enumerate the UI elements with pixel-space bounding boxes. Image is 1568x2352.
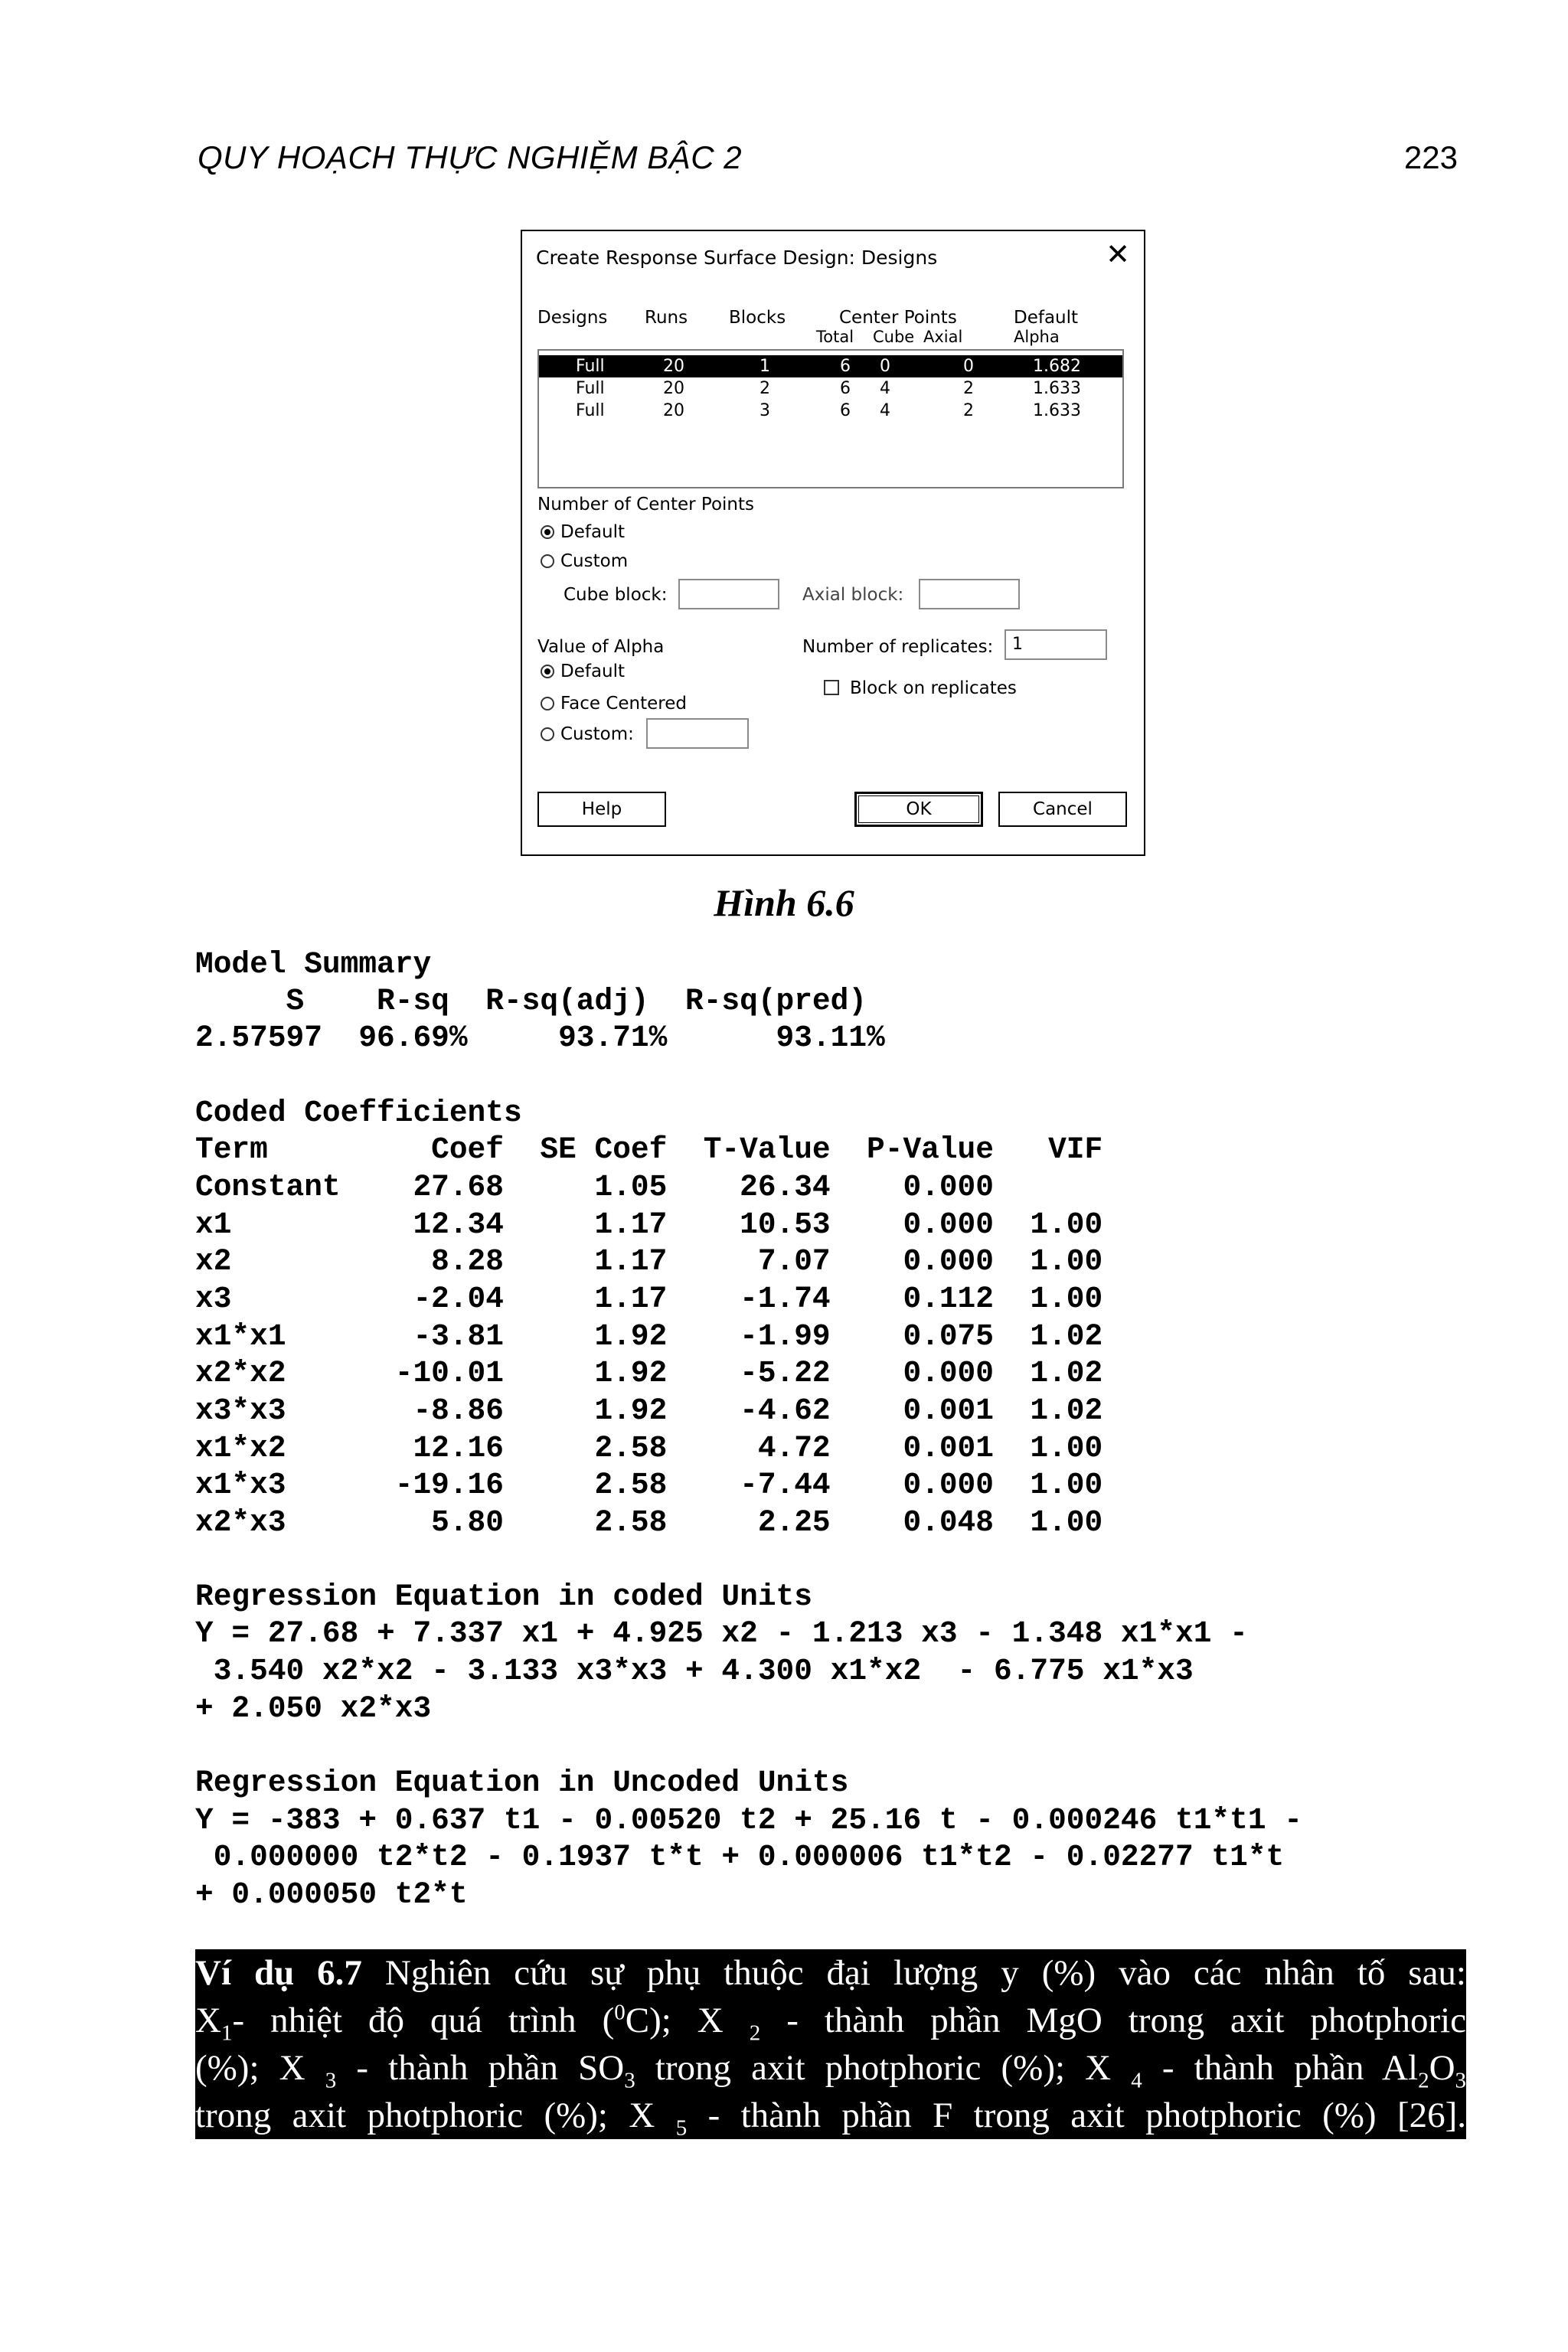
uncoded-equation-heading: Regression Equation in Uncoded Units <box>195 1766 849 1800</box>
coefficients-heading: Coded Coefficients <box>195 1096 522 1130</box>
subscript: 3 <box>325 2068 337 2093</box>
superscript: 0 <box>614 2000 626 2025</box>
subscript: 1 <box>220 2020 233 2046</box>
col-runs: Runs <box>645 308 688 328</box>
axial-cell: 2 <box>963 379 974 398</box>
coefficient-row: x1 12.34 1.17 10.53 0.000 1.00 <box>195 1207 1103 1242</box>
radio-selected-icon <box>541 665 554 678</box>
ok-button[interactable]: OK <box>854 792 983 827</box>
subscript: 2 <box>749 2020 761 2046</box>
page-number: 223 <box>1403 139 1458 175</box>
uncoded-equation-line: Y = -383 + 0.637 t1 - 0.00520 t2 + 25.16 t - 0.000246 t1*t1 - <box>195 1803 1302 1838</box>
block-replicates-label: Block on replicates <box>850 678 1017 698</box>
alpha-custom-label: Custom: <box>560 724 634 744</box>
coefficient-row: Constant 27.68 1.05 26.34 0.000 <box>195 1170 994 1204</box>
design-cell: Full <box>576 401 605 420</box>
runs-cell: 20 <box>663 401 684 420</box>
coefficient-row: x2 8.28 1.17 7.07 0.000 1.00 <box>195 1244 1103 1279</box>
radio-empty-icon <box>541 697 554 710</box>
center-custom-radio[interactable] <box>541 551 628 571</box>
factor-text: trong axit photphoric (%); X <box>195 2096 655 2135</box>
coefficient-row: x2*x2 -10.01 1.92 -5.22 0.000 1.02 <box>195 1356 1103 1390</box>
factor-text: - thành phần F trong axit photphoric (%) [26]. <box>707 2096 1467 2135</box>
alpha-custom-input[interactable] <box>646 718 749 749</box>
coded-equation-heading: Regression Equation in coded Units <box>195 1579 812 1614</box>
design-cell: Full <box>576 357 605 376</box>
alpha-cell: 1.682 <box>1033 357 1081 376</box>
example-paragraph <box>195 1949 1466 2139</box>
coded-equation-line: + 2.050 x2*x3 <box>195 1691 432 1726</box>
axial-block-input[interactable] <box>919 579 1020 609</box>
radio-empty-icon <box>541 554 554 568</box>
cube-block-input[interactable] <box>678 579 779 609</box>
radio-selected-icon <box>541 525 554 539</box>
alpha-cell: 1.633 <box>1033 379 1081 398</box>
factor-text: C); X <box>625 2001 724 2040</box>
factor-text: - thành phần MgO trong axit photphoric <box>786 2001 1467 2040</box>
cube-cell: 4 <box>880 401 890 420</box>
example-text: Nghiên cứu sự phụ thuộc đại lượng y (%) vào các nhân tố sau: <box>384 1953 1466 1993</box>
blocks-cell: 3 <box>760 401 770 420</box>
example-line <box>195 1949 1466 1997</box>
col-blocks: Blocks <box>729 308 786 328</box>
axial-block-label: Axial block: <box>802 585 904 605</box>
block-replicates-checkbox[interactable] <box>824 680 839 695</box>
subscript: 3 <box>624 2068 635 2093</box>
center-default-label: Default <box>560 522 626 542</box>
alpha-custom-radio[interactable] <box>541 724 634 744</box>
cube-cell: 4 <box>880 379 890 398</box>
replicates-label: Number of replicates: <box>802 637 994 657</box>
blocks-cell: 1 <box>760 357 770 376</box>
coefficient-row: x3 -2.04 1.17 -1.74 0.112 1.00 <box>195 1282 1103 1316</box>
design-row[interactable] <box>539 355 1122 377</box>
coded-equation-line: Y = 27.68 + 7.337 x1 + 4.925 x2 - 1.213 x3 - 1.348 x1*x1 - <box>195 1616 1248 1651</box>
factor-text: trong axit photphoric (%); X <box>655 2048 1112 2088</box>
factor-text: - nhiệt độ quá trình ( <box>232 2001 615 2040</box>
col-cube: Cube <box>873 328 915 346</box>
col-total: Total <box>816 328 854 346</box>
page-header-title: QUY HOẠCH THỰC NGHIỆM BẬC 2 <box>198 139 743 175</box>
alpha-default-label: Default <box>560 662 626 681</box>
runs-cell: 20 <box>663 357 684 376</box>
radio-empty-icon <box>541 727 554 741</box>
blocks-cell: 2 <box>760 379 770 398</box>
example-label: Ví dụ 6.7 <box>195 1953 362 1993</box>
design-cell: Full <box>576 379 605 398</box>
figure-caption: Hình 6.6 <box>714 881 854 924</box>
model-summary-values: 2.57597 96.69% 93.71% 93.11% <box>195 1021 885 1055</box>
subscript: 5 <box>675 2115 688 2141</box>
design-row[interactable] <box>539 377 1122 400</box>
center-custom-label: Custom <box>560 551 629 571</box>
center-points-label: Number of Center Points <box>537 495 754 514</box>
total-cell: 6 <box>840 401 851 420</box>
example-line <box>195 2092 1466 2139</box>
help-button[interactable]: Help <box>537 792 666 827</box>
model-summary-columns: S R-sq R-sq(adj) R-sq(pred) <box>195 984 867 1018</box>
design-row[interactable] <box>539 400 1122 422</box>
coefficient-row: x1*x2 12.16 2.58 4.72 0.001 1.00 <box>195 1431 1103 1465</box>
replicates-input[interactable]: 1 <box>1004 629 1107 660</box>
coefficient-row: x1*x3 -19.16 2.58 -7.44 0.000 1.00 <box>195 1468 1103 1502</box>
col-axial: Axial <box>923 328 963 346</box>
cube-cell: 0 <box>880 357 890 376</box>
total-cell: 6 <box>840 379 851 398</box>
center-default-radio[interactable] <box>541 522 625 542</box>
subscript: 2 <box>1418 2068 1429 2093</box>
factor-text: - thành phần Al <box>1161 2048 1419 2088</box>
factor-text: O <box>1429 2048 1455 2088</box>
coefficient-row: x2*x3 5.80 2.58 2.25 0.048 1.00 <box>195 1505 1103 1540</box>
factor-text: X <box>195 2001 221 2040</box>
dialog-title: Create Response Surface Design: Designs <box>536 247 938 269</box>
alpha-face-centered-label: Face Centered <box>560 694 687 714</box>
axial-cell: 0 <box>963 357 974 376</box>
col-default: Default <box>1014 308 1079 328</box>
col-designs: Designs <box>537 308 608 328</box>
alpha-cell: 1.633 <box>1033 401 1081 420</box>
factor-text: (%); X <box>195 2048 305 2088</box>
cube-block-label: Cube block: <box>564 585 668 605</box>
cancel-button[interactable]: Cancel <box>998 792 1127 827</box>
col-center-points: Center Points <box>839 308 957 328</box>
factor-text: - thành phần SO <box>356 2048 625 2088</box>
response-surface-dialog <box>521 230 1145 856</box>
example-line <box>195 1997 1466 2044</box>
close-icon[interactable]: ✕ <box>1106 237 1130 271</box>
coefficients-header: Term Coef SE Coef T-Value P-Value VIF <box>195 1132 1103 1167</box>
subscript: 4 <box>1131 2068 1142 2093</box>
alpha-face-centered-radio[interactable] <box>541 694 687 714</box>
alpha-label: Value of Alpha <box>537 637 665 657</box>
col-alpha: Alpha <box>1014 328 1060 346</box>
coefficient-row: x3*x3 -8.86 1.92 -4.62 0.001 1.02 <box>195 1393 1103 1428</box>
alpha-default-radio[interactable] <box>541 662 625 681</box>
axial-cell: 2 <box>963 401 974 420</box>
example-line <box>195 2044 1466 2092</box>
coded-equation-line: 3.540 x2*x2 - 3.133 x3*x3 + 4.300 x1*x2 - 6.775 x1*x3 <box>195 1654 1194 1688</box>
subscript: 3 <box>1455 2068 1467 2093</box>
uncoded-equation-line: + 0.000050 t2*t <box>195 1877 468 1912</box>
model-summary-heading: Model Summary <box>195 947 432 982</box>
total-cell: 6 <box>840 357 851 376</box>
coefficient-row: x1*x1 -3.81 1.92 -1.99 0.075 1.02 <box>195 1319 1103 1354</box>
uncoded-equation-line: 0.000000 t2*t2 - 0.1937 t*t + 0.000006 t1*t2 - 0.02277 t1*t <box>195 1840 1285 1874</box>
designs-listbox[interactable] <box>537 349 1124 488</box>
runs-cell: 20 <box>663 379 684 398</box>
